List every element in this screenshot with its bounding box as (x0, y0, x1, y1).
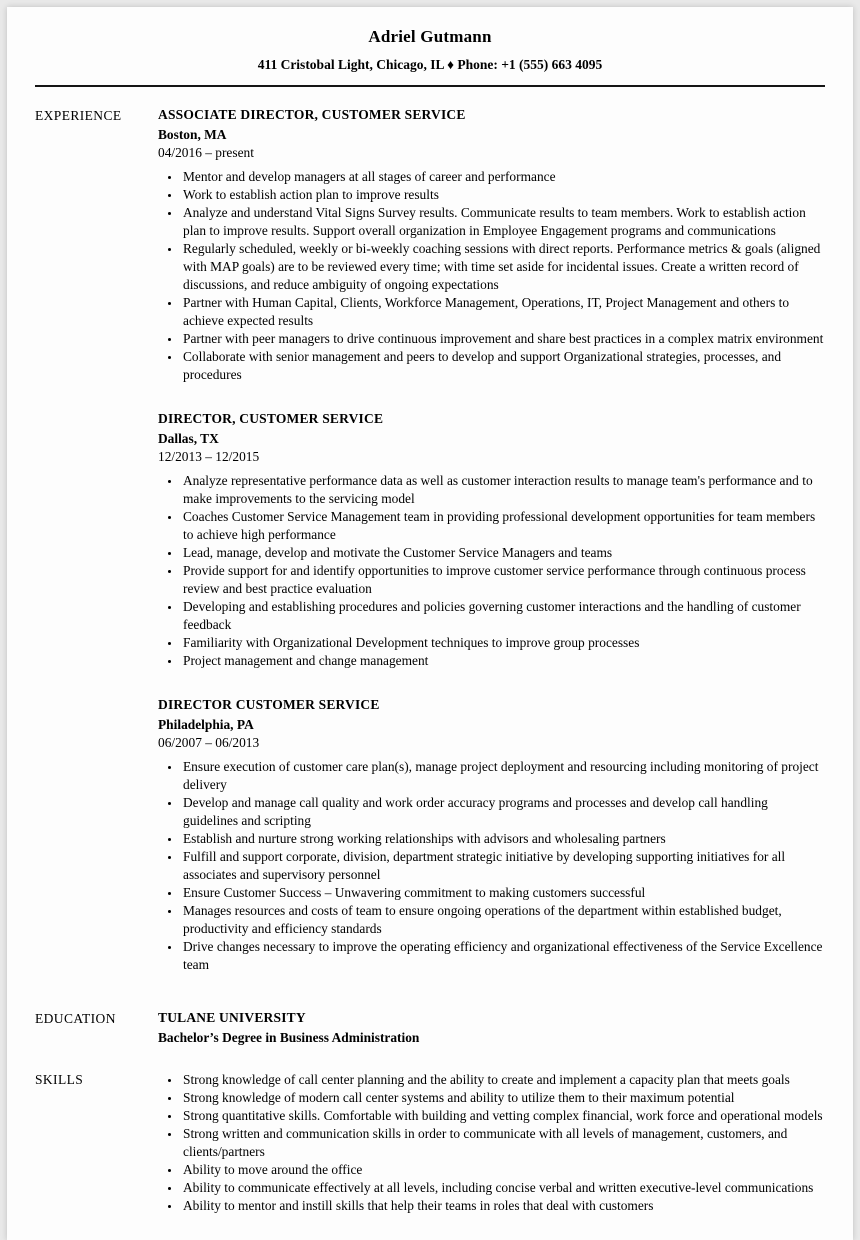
job-bullet-list (158, 758, 825, 974)
skills-content (158, 1071, 825, 1215)
resume-page (7, 7, 853, 1240)
education-section (35, 1010, 825, 1046)
skills-section (35, 1071, 825, 1215)
job-title: ASSOCIATE DIRECTOR, CUSTOMER SERVICE (158, 107, 466, 122)
job-title: DIRECTOR, CUSTOMER SERVICE (158, 411, 384, 426)
section-label-education: EDUCATION (35, 1011, 116, 1026)
bullet-item: • Partner with Human Capital, Clients, Workforce Management, Operations, IT, Project Management and others to achieve expected results (181, 294, 825, 330)
bullet-item: • Partner with peer managers to drive continuous improvement and share best practices in a complex matrix environment (181, 330, 825, 348)
school-name: TULANE UNIVERSITY (158, 1010, 306, 1025)
bullet-item: • Developing and establishing procedures and policies governing customer interactions and the handling of customer feedback (181, 598, 825, 634)
job-entry (158, 697, 825, 974)
job-location: Philadelphia, PA (158, 717, 254, 732)
bullet-item: • Work to establish action plan to improve results (181, 186, 825, 204)
degree-name: Bachelor’s Degree in Business Administration (158, 1030, 420, 1045)
bullet-item: • Strong written and communication skills in order to communicate with all levels of management, customers, and clients/partners (181, 1125, 825, 1161)
job-bullet-list (158, 168, 825, 384)
header-divider (35, 85, 825, 87)
job-dates: 12/2013 – 12/2015 (158, 449, 260, 464)
section-label-experience: EXPERIENCE (35, 108, 122, 123)
bullet-item: • Ensure Customer Success – Unwavering commitment to making customers successful (181, 884, 825, 902)
bullet-item: • Familiarity with Organizational Development techniques to improve group processes (181, 634, 825, 652)
bullet-item: • Analyze representative performance data as well as customer interaction results to manage team's performance and to make improvements to the servicing model (181, 472, 825, 508)
bullet-item: • Regularly scheduled, weekly or bi-weekly coaching sessions with direct reports. Performance metrics & goals (aligned with MAP goals) are to be reviewed every time; with time set aside for incidental issues. Create a written record of discussions, and reduce ambiguity of ongoing expectations (181, 240, 825, 294)
bullet-item: • Lead, manage, develop and motivate the Customer Service Managers and teams (181, 544, 825, 562)
bullet-item: • Ability to communicate effectively at all levels, including concise verbal and written executive-level communications (181, 1179, 825, 1197)
job-entry (158, 107, 825, 384)
experience-content (158, 107, 825, 974)
bullet-item: • Manages resources and costs of team to ensure ongoing operations of the department within established budget, productivity and efficiency standards (181, 902, 825, 938)
bullet-item: • Strong quantitative skills. Comfortable with building and vetting complex financial, work force and operational models (181, 1107, 825, 1125)
job-location: Dallas, TX (158, 431, 219, 446)
bullet-item: • Mentor and develop managers at all stages of career and performance (181, 168, 825, 186)
job-dates: 06/2007 – 06/2013 (158, 735, 260, 750)
bullet-item: • Drive changes necessary to improve the operating efficiency and organizational effectiveness of the Service Excellence team (181, 938, 825, 974)
section-label-skills: SKILLS (35, 1072, 84, 1087)
bullet-item: • Strong knowledge of modern call center systems and ability to utilize them to their maximum potential (181, 1089, 825, 1107)
bullet-item: • Develop and manage call quality and work order accuracy programs and processes and develop call handling guidelines and scripting (181, 794, 825, 830)
job-entry (158, 411, 825, 670)
job-bullet-list (158, 472, 825, 670)
bullet-item: • Collaborate with senior management and peers to develop and support Organizational strategies, processes, and procedures (181, 348, 825, 384)
bullet-item: • Coaches Customer Service Management team in providing professional development opportunities for team members to achieve high performance (181, 508, 825, 544)
bullet-item: • Analyze and understand Vital Signs Survey results. Communicate results to team members. Work to establish action plan to improve results. Support overall organization in Employee Engagement programs and communications (181, 204, 825, 240)
job-location: Boston, MA (158, 127, 227, 142)
job-title: DIRECTOR CUSTOMER SERVICE (158, 697, 380, 712)
candidate-name: Adriel Gutmann (368, 27, 492, 46)
bullet-item: • Ability to move around the office (181, 1161, 825, 1179)
bullet-item: • Ability to mentor and instill skills that help their teams in roles that deal with customers (181, 1197, 825, 1215)
education-content (158, 1010, 825, 1046)
bullet-item: • Fulfill and support corporate, division, department strategic initiative by developing supporting initiatives for all associates and supervisory personnel (181, 848, 825, 884)
bullet-item: • Provide support for and identify opportunities to improve customer service performance through continuous process review and best practice evaluation (181, 562, 825, 598)
contact-line: 411 Cristobal Light, Chicago, IL ♦ Phone: +1 (555) 663 4095 (257, 57, 603, 72)
bullet-item: • Strong knowledge of call center planning and the ability to create and implement a capacity plan that meets goals (181, 1071, 825, 1089)
job-dates: 04/2016 – present (158, 145, 254, 160)
bullet-item: • Ensure execution of customer care plan(s), manage project deployment and resourcing including monitoring of project delivery (181, 758, 825, 794)
skills-bullet-list (158, 1071, 825, 1215)
bullet-item: • Establish and nurture strong working relationships with advisors and wholesaling partners (181, 830, 825, 848)
experience-section (35, 107, 825, 974)
resume-header (35, 27, 825, 73)
bullet-item: • Project management and change management (181, 652, 825, 670)
